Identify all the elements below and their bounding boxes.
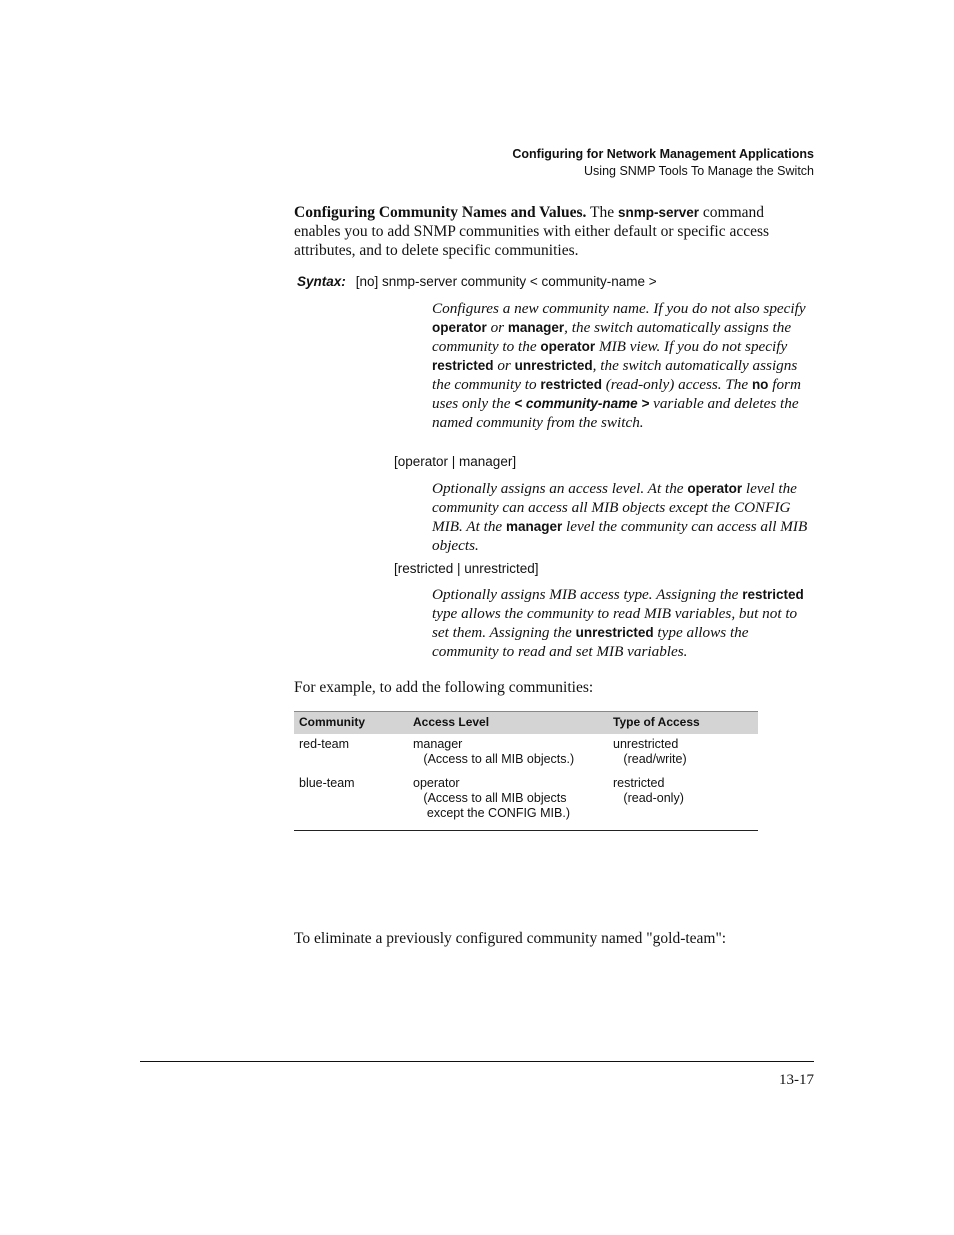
param-access-type: [restricted | unrestricted] <box>394 561 539 576</box>
community-description: Configures a new community name. If you do not also specify operator or manager, the switch automatically assigns the community to the operator MIB view. If you do not specify restricted or unrestricted, the switch automatically assigns the community to restricted (read-only) access. The no form uses only the < community-name > variable and deletes the named community from the switch. <box>432 300 806 431</box>
footer-rule <box>140 1061 814 1062</box>
intro-text: command enables you to add SNMP communities with either default or specific access attributes, and to delete specific communities. <box>294 204 770 259</box>
access-type-description: Optionally assigns MIB access type. Assigning the restricted type allows the community to read MIB variables, but not to set them. Assigning the unrestricted type allows the community to read and set MIB variables. <box>432 586 804 660</box>
header-access-level: Access Level <box>413 715 490 729</box>
table-cell-type: unrestricted (read/write) <box>613 737 687 766</box>
header-community: Community <box>299 715 365 729</box>
communities-table <box>294 711 758 831</box>
param-access-level: [operator | manager] <box>394 454 517 469</box>
command-keyword: snmp-server <box>617 205 700 220</box>
section-heading: Configuring Community Names and Values. <box>294 204 587 221</box>
intro-paragraph <box>294 203 814 260</box>
eliminate-text: To eliminate a previously configured community named "gold-team": <box>294 930 727 947</box>
table-cell-access-level: operator (Access to all MIB objects except the CONFIG MIB.) <box>413 776 570 820</box>
syntax-command: [no] snmp-server community < community-name > <box>355 274 657 289</box>
table-cell-community: blue-team <box>299 776 355 790</box>
running-header-chapter: Configuring for Network Management Applications <box>512 147 814 161</box>
table-cell-access-level: manager (Access to all MIB objects.) <box>413 737 575 766</box>
intro-text: The <box>586 204 618 221</box>
page-number: 13-17 <box>779 1072 814 1088</box>
table-cell-type: restricted (read-only) <box>613 776 684 805</box>
example-text: For example, to add the following communities: <box>294 679 594 696</box>
running-header-section: Using SNMP Tools To Manage the Switch <box>584 164 814 178</box>
header-type-of-access: Type of Access <box>613 715 700 729</box>
table-header <box>294 712 758 734</box>
syntax-label: Syntax: <box>297 274 346 289</box>
table-cell-community: red-team <box>299 737 350 751</box>
syntax-line <box>297 274 657 289</box>
access-level-description: Optionally assigns an access level. At the operator level the community can access all MIB objects except the CONFIG MIB. At the manager level the community can access all MIB objects. <box>432 480 808 554</box>
